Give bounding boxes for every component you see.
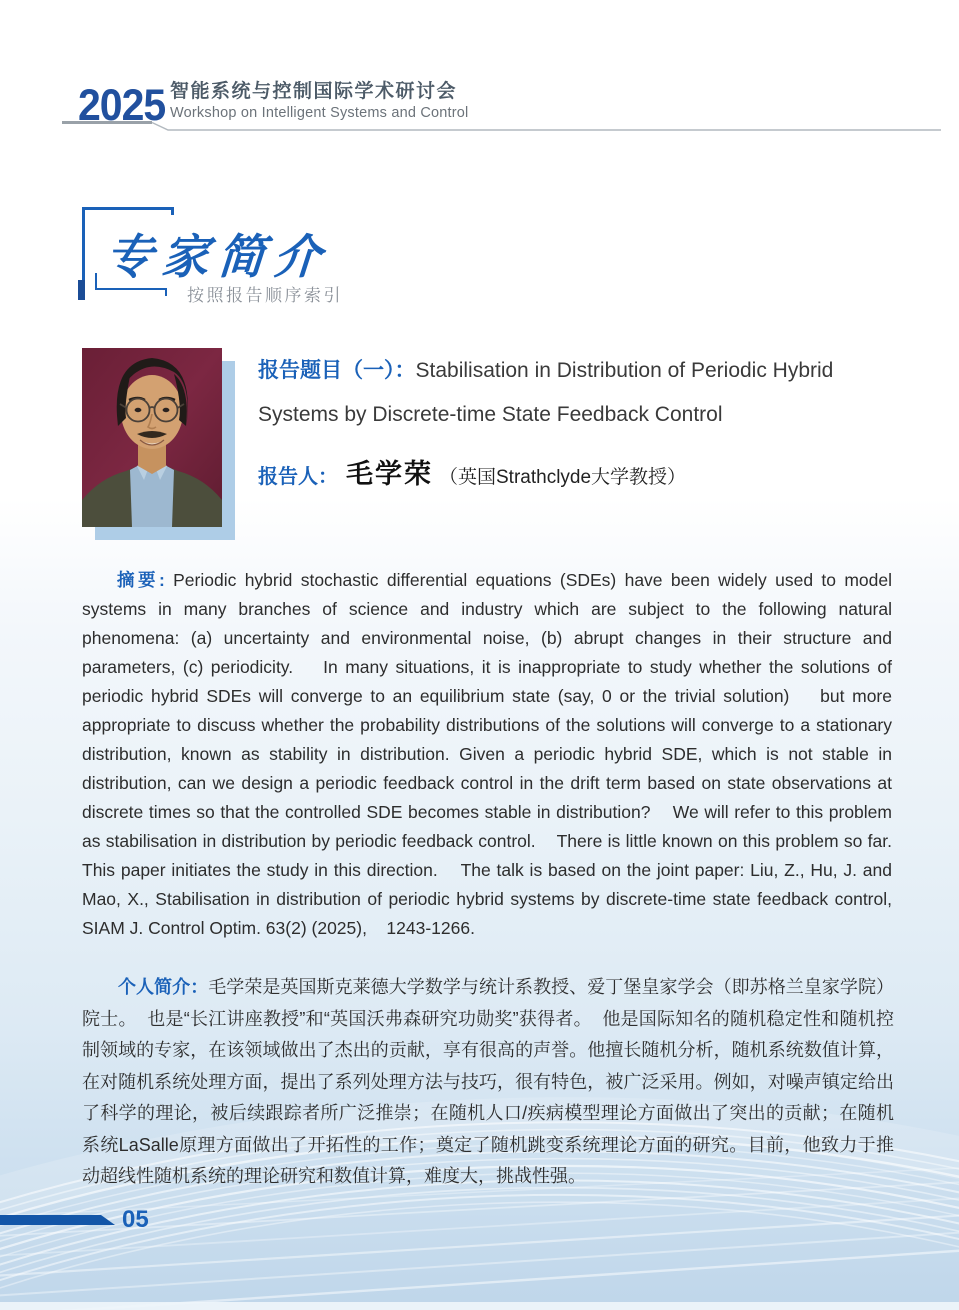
title-bracket-top-tick (171, 207, 174, 215)
report-title-block (258, 349, 898, 437)
title-bracket-hook-tick (165, 288, 167, 296)
year-logo: 2025 (78, 80, 166, 130)
abstract-text: Periodic hybrid stochastic differential equations (SDEs) have been widely used to model systems in many branches of science and industry which are subject to the following natural phenomena: (a) uncertainty and environmental noise, (b) abrupt changes in their structure and parameters, (c) periodicity. In many situations, it is inappropriate to study whether the solutions of periodic hybrid SDEs will converge to an equilibrium state (say, 0 or the trivial solution) but more appropriate to discuss whether the probability distributions of the solutions will converge to a stationary distribution, known as stability in distribution. Given a periodic hybrid SDE, which is not stable in distribution, can we design a periodic feedback control in the drift term based on state observations at discrete times so that the controlled SDE becomes stable in distribution? We will refer to this problem as stabilisation in distribution by periodic feedback control. There is little known on this problem so far. This paper initiates the study in this direction. The talk is based on the joint paper: Liu, Z., Hu, J. and Mao, X., Stabilisation in distribution of periodic hybrid systems by discrete-time state feedback control, SIAM J. Control Optim. 63(2) (2025), 1243-1266. (82, 570, 897, 938)
title-bracket-top (82, 207, 174, 210)
speaker-photo (82, 348, 222, 527)
title-bracket-corner-bar (78, 280, 85, 300)
workshop-title-cn: 智能系统与控制国际学术研讨会 (170, 81, 458, 102)
page-number-bar (0, 1215, 115, 1225)
workshop-title-en: Workshop on Intelligent Systems and Control (170, 105, 469, 121)
presenter-line (258, 452, 686, 491)
bio-label: 个人简介： (118, 977, 209, 997)
header-divider-line (0, 114, 959, 136)
page-number: 05 (122, 1206, 149, 1233)
title-bracket-hook-h (95, 288, 167, 290)
presenter-name: 毛学荣 (346, 459, 433, 489)
bio-text: 毛学荣是英国斯克莱德大学数学与统计系教授、爱丁堡皇家学会（即苏格兰皇家学院）院士。 也是“长江讲座教授”和“英国沃弗森研究功勋奖”获得者。 他是国际知名的随机稳定性和随机控制领域的专家，在该领域做出了杰出的贡献，享有很高的声誉。他擅长随机分析，随机系统数值计算，在对随机系统处理方面，提出了系列处理方法与技巧，很有特色，被广泛采用。例如，对噪声镇定给出了科学的理论，被后续跟踪者所广泛推崇；在随机人口/疾病模型理论方面做出了突出的贡献；在随机系统LaSalle原理方面做出了开拓性的工作；奠定了随机跳变系统理论方面的研究。目前，他致力于推动超线性随机系统的理论研究和数值计算，难度大，挑战性强。 (82, 977, 895, 1186)
presenter-affiliation: （英国Strathclyde大学教授） (439, 467, 687, 488)
report-title-label: 报告题目（一）： (258, 359, 416, 382)
report-title-text: Stabilisation in Distribution of Periodic Hybrid Systems by Discrete-time State Feedback Control (258, 359, 834, 426)
section-title: 专家简介 (103, 230, 332, 283)
abstract-label: 摘要: (117, 570, 165, 590)
presenter-label: 报告人： (258, 466, 338, 488)
section-subtitle: 按照报告顺序索引 (187, 286, 343, 305)
abstract-paragraph (82, 566, 897, 943)
bio-paragraph (82, 972, 894, 1193)
